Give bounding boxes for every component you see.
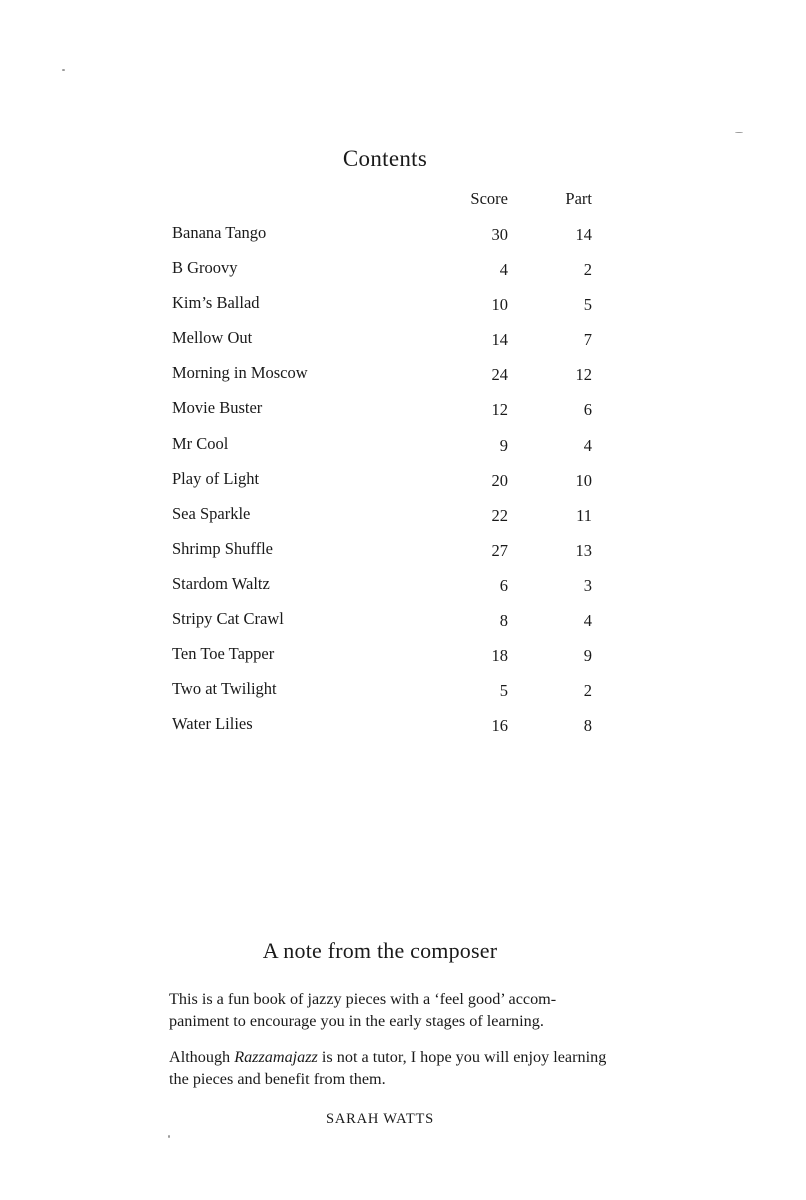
scan-speck [168, 1135, 170, 1138]
score-page-number: 8 [499, 611, 508, 631]
contents-row [172, 534, 594, 569]
contents-row [172, 569, 594, 604]
part-page-number: 2 [583, 260, 592, 280]
piece-title: Stardom Waltz [172, 573, 270, 593]
scan-speck [62, 69, 65, 71]
note-paragraph-1: This is a fun book of jazzy pieces with a ‘feel good’ accom- paniment to encourage you in the early stages of learning. [169, 990, 557, 1030]
part-page-number: 8 [583, 716, 592, 736]
contents-row [172, 288, 594, 323]
part-page-number: 3 [583, 575, 592, 595]
piece-title: Sea Sparkle [172, 503, 251, 523]
score-page-number: 4 [499, 260, 508, 280]
piece-title: Kim’s Ballad [172, 293, 260, 313]
part-page-number: 10 [575, 470, 592, 490]
book-title-italic: Razzamajazz [234, 1048, 318, 1066]
part-page-number: 12 [575, 365, 592, 385]
score-page-number: 20 [491, 470, 508, 490]
contents-list [172, 218, 594, 744]
score-page-number: 18 [491, 646, 508, 666]
score-page-number: 30 [491, 225, 508, 244]
note-title: A note from the composer [262, 938, 498, 963]
part-page-number: 9 [583, 646, 592, 666]
score-page-number: 16 [491, 716, 508, 736]
part-page-number: 7 [583, 330, 592, 350]
contents-row [172, 639, 594, 674]
part-page-number: 11 [576, 505, 592, 525]
part-page-number: 2 [583, 681, 592, 701]
contents-row [172, 358, 594, 393]
score-page-number: 6 [499, 575, 508, 595]
piece-title: Banana Tango [172, 223, 267, 242]
score-page-number: 5 [499, 681, 508, 701]
score-column-header: Score [470, 189, 508, 208]
contents-row [172, 709, 594, 744]
piece-title: Movie Buster [172, 398, 263, 418]
score-page-number: 14 [491, 330, 508, 350]
part-page-number: 13 [575, 540, 592, 560]
part-page-number: 4 [583, 435, 592, 455]
piece-title: Water Lilies [172, 714, 253, 734]
scan-speck [735, 132, 743, 133]
piece-title: Stripy Cat Crawl [172, 609, 284, 629]
note-paragraph-2-start: Although [169, 1048, 235, 1066]
score-page-number: 9 [499, 435, 508, 455]
piece-title: Two at Twilight [172, 679, 277, 699]
contents-row [172, 674, 594, 709]
contents-row [172, 429, 594, 464]
score-page-number: 24 [491, 365, 508, 385]
score-page-number: 22 [491, 505, 508, 525]
part-page-number: 14 [575, 225, 592, 244]
contents-row [172, 499, 594, 534]
score-page-number: 12 [491, 400, 508, 420]
part-page-number: 5 [583, 295, 592, 315]
composer-signature: SARAH WATTS [325, 1111, 435, 1127]
score-page-number: 27 [491, 540, 508, 560]
contents-row [172, 604, 594, 639]
contents-row [172, 323, 594, 358]
piece-title: Morning in Moscow [172, 363, 308, 383]
contents-row [172, 253, 594, 288]
contents-row [172, 218, 594, 253]
note-paragraph-2-end: is not a tutor, I hope you will enjoy learning the pieces and benefit from them. [169, 1048, 607, 1088]
note-paragraph-2 [169, 1046, 609, 1090]
contents-row [172, 393, 594, 428]
contents-row [172, 464, 594, 499]
part-column-header: Part [565, 189, 592, 208]
piece-title: Ten Toe Tapper [172, 644, 275, 664]
piece-title: Play of Light [172, 468, 260, 488]
part-page-number: 6 [583, 400, 592, 420]
score-page-number: 10 [491, 295, 508, 315]
contents-title: Contents [342, 146, 428, 171]
part-page-number: 4 [583, 611, 592, 631]
piece-title: B Groovy [172, 258, 238, 278]
piece-title: Mr Cool [172, 433, 229, 453]
piece-title: Shrimp Shuffle [172, 538, 273, 558]
piece-title: Mellow Out [172, 328, 253, 348]
